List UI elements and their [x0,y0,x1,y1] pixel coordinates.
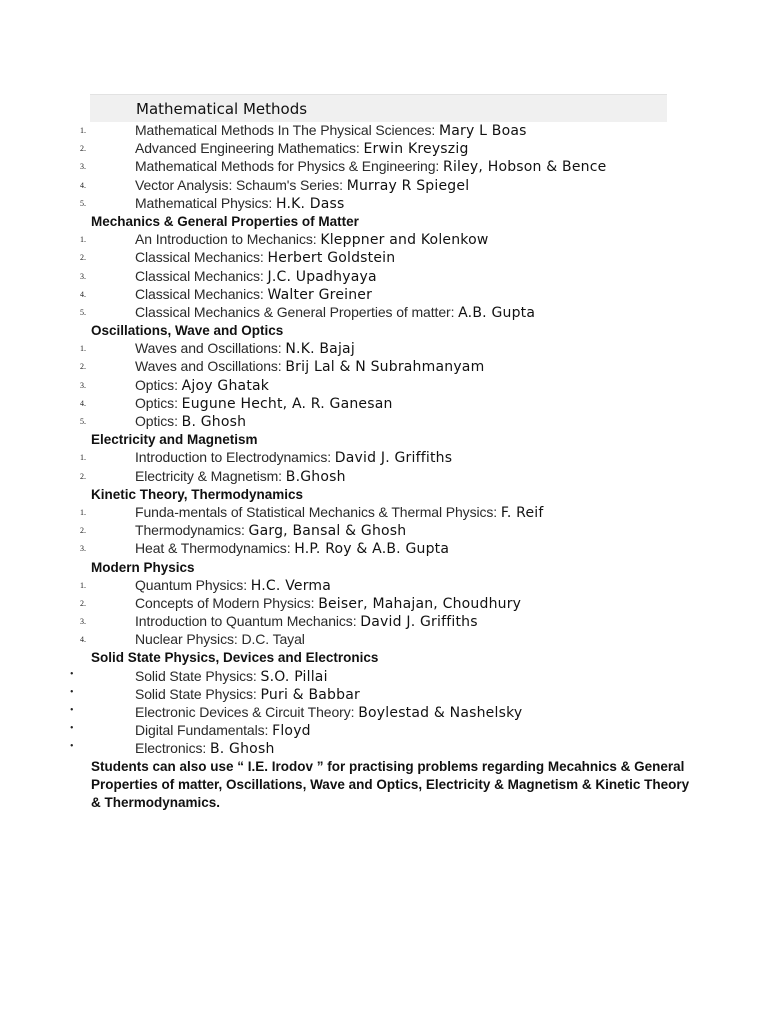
list-number: 4. [80,398,86,408]
title-bar [90,94,667,122]
book-list [0,121,768,812]
book-entry [135,613,478,630]
book-author: Murray R Spiegel [346,177,470,194]
list-item [0,285,768,303]
book-entry [135,286,372,303]
list-item [0,121,768,139]
list-number: 1. [80,507,86,517]
book-entry [135,231,489,248]
list-item [0,703,768,721]
book-entry [135,540,449,557]
bullet-marker: • [70,686,74,698]
section-heading-text: Oscillations, Wave and Optics [91,323,284,339]
book-entry [135,668,328,685]
list-item [0,721,768,739]
book-title: Optics: [135,376,182,393]
list-item [0,303,768,321]
book-author: B.Ghosh [285,468,346,485]
book-author: B. Ghosh [181,414,247,430]
list-item [0,394,768,412]
list-number: 5. [80,307,86,317]
list-number: 5. [80,417,86,426]
section-heading [0,648,768,666]
book-entry [135,504,544,521]
list-item [0,139,768,157]
list-item [0,157,768,175]
book-author: H.K. Dass [275,195,345,212]
book-title: Introduction to Quantum Mechanics: [135,613,361,630]
book-entry [135,577,331,594]
book-entry [135,522,406,539]
list-item [0,667,768,685]
list-item [0,539,768,557]
list-number: 1. [80,344,86,354]
book-title: Mathematical Methods In The Physical Sciences: [135,122,439,138]
list-item [0,630,768,648]
book-author: Kleppner and Kolenkow [320,232,489,249]
book-author: David J. Griffiths [360,614,478,631]
section-heading-text: Electricity and Magnetism [91,432,258,448]
book-title: Electricity & Magnetism: [135,467,286,484]
book-author: H.C. Verma [250,577,332,594]
book-author: Herbert Goldstein [267,250,396,267]
section-heading [0,558,768,576]
list-item [0,612,768,630]
book-title: Classical Mechanics & General Properties of matter: [135,303,459,320]
book-title: Solid State Physics: [135,685,261,702]
book-entry [135,304,535,321]
book-title: Optics: [135,413,182,429]
list-item [0,467,768,485]
book-author: Boylestad & Nashelsky [358,705,523,721]
list-item [0,248,768,266]
bullet-marker: • [70,723,74,735]
book-title: Thermodynamics: [135,522,249,539]
book-entry [135,122,527,139]
list-number: 3. [80,617,86,627]
list-item [0,230,768,248]
book-entry [135,722,311,739]
book-author: B. Ghosh [209,741,275,758]
section-heading-text: Mechanics & General Properties of Matter [91,213,359,229]
book-title: Mathematical Methods for Physics & Engineering: [135,158,444,175]
book-entry [135,377,269,394]
book-title: Mathematical Physics: [135,194,276,211]
book-title: Waves and Oscillations: [135,358,286,375]
bullet-marker: • [70,741,74,753]
list-item [0,339,768,357]
book-title: Electronics: [135,740,210,757]
book-entry [135,140,469,157]
list-number: 1. [80,580,86,590]
list-item [0,176,768,194]
book-entry [135,740,275,757]
book-title: Digital Fundamentals: [135,722,273,739]
book-title: Nuclear Physics: D.C. Tayal [135,631,305,648]
list-number: 5. [80,198,86,208]
list-item [0,412,768,430]
list-item [0,521,768,539]
book-entry [135,249,395,266]
section-heading [0,485,768,503]
list-number: 3. [80,544,86,554]
book-title: Optics: [135,394,182,411]
book-author: Walter Greiner [267,286,373,303]
list-number: 4. [80,289,86,299]
bullet-marker: • [70,705,74,716]
section-heading [0,212,768,230]
list-number: 1. [80,453,86,463]
book-author: H.P. Roy & A.B. Gupta [294,541,450,558]
book-author: Erwin Kreyszig [363,141,469,158]
list-item [0,594,768,612]
book-author: Garg, Bansal & Ghosh [248,523,407,540]
book-title: An Introduction to Mechanics: [135,231,321,248]
book-author: Puri & Babbar [260,686,360,703]
list-number: 3. [80,380,86,390]
list-item [0,194,768,212]
section-heading-text: Kinetic Theory, Thermodynamics [91,486,304,502]
book-title: Classical Mechanics: [135,285,268,302]
list-item [0,576,768,594]
book-title: Vector Analysis: Schaum's Series: [135,176,347,193]
book-entry [135,449,452,466]
book-author: Mary L Boas [438,123,527,139]
list-number: 2. [80,144,86,154]
book-author: J.C. Upadhyaya [267,268,377,285]
list-item [0,739,768,757]
list-number: 4. [80,635,86,645]
book-title: Quantum Physics: [135,576,251,593]
book-entry [135,413,246,430]
book-entry [135,358,484,375]
book-author: Floyd [272,723,311,740]
list-number: 3. [80,271,86,281]
book-entry [135,686,360,703]
list-number: 4. [80,180,86,190]
list-number: 2. [80,598,86,608]
book-entry [135,340,355,357]
list-number: 1. [80,126,86,135]
section-heading-text: Modern Physics [91,559,195,575]
book-entry [135,595,521,612]
book-author: David J. Griffiths [334,450,453,467]
list-item [0,448,768,466]
book-entry [135,631,305,647]
book-title: Heat & Thermodynamics: [135,540,295,557]
book-title: Introduction to Electrodynamics: [135,449,335,466]
list-number: 2. [80,253,86,263]
list-item [0,685,768,703]
book-title: Waves and Oscillations: [135,340,286,357]
section-heading-text: Solid State Physics, Devices and Electronics [91,650,379,666]
book-title: Classical Mechanics: [135,249,268,266]
page-title: Mathematical Methods [136,100,308,118]
book-author: A.B. Gupta [458,304,536,321]
list-item [0,267,768,285]
list-number: 2. [80,471,86,481]
section-heading [0,321,768,339]
section-heading [0,430,768,448]
list-number: 1. [80,235,86,245]
book-author: S.O. Pillai [260,668,328,685]
book-entry [135,268,377,285]
book-entry [135,395,393,412]
book-title: Solid State Physics: [135,667,261,684]
book-author: N.K. Bajaj [285,341,355,358]
book-title: Advanced Engineering Mathematics: [135,140,364,157]
bullet-marker: • [70,668,74,680]
book-entry [135,158,606,175]
book-title: Classical Mechanics: [135,267,268,284]
book-author: Beiser, Mahajan, Choudhury [318,595,522,612]
book-author: Brij Lal & N Subrahmanyam [285,359,485,376]
book-title: Electronic Devices & Circuit Theory: [135,704,359,720]
list-number: 2. [80,362,86,372]
list-item [0,503,768,521]
book-author: Ajoy Ghatak [181,377,270,394]
list-number: 3. [80,162,86,172]
list-item [0,357,768,375]
footnote: Students can also use “ I.E. Irodov ” for practising problems regarding Mecahnics & General Properties of matter, Oscillations, Wave and Optics, Electricity & Magnetism & Kinetic Theory & Thermodynamics. [91,758,690,810]
list-number: 2. [80,526,86,536]
book-author: Eugune Hecht, A. R. Ganesan [181,395,393,412]
book-author: Riley, Hobson & Bence [443,159,607,176]
book-entry [135,468,346,485]
book-title: Funda-mentals of Statistical Mechanics & Thermal Physics: [135,503,501,520]
book-title: Concepts of Modern Physics: [135,594,319,611]
list-item [0,376,768,394]
book-entry [135,177,469,194]
book-entry [135,195,345,212]
book-author: F. Reif [500,504,544,521]
book-entry [135,704,522,721]
